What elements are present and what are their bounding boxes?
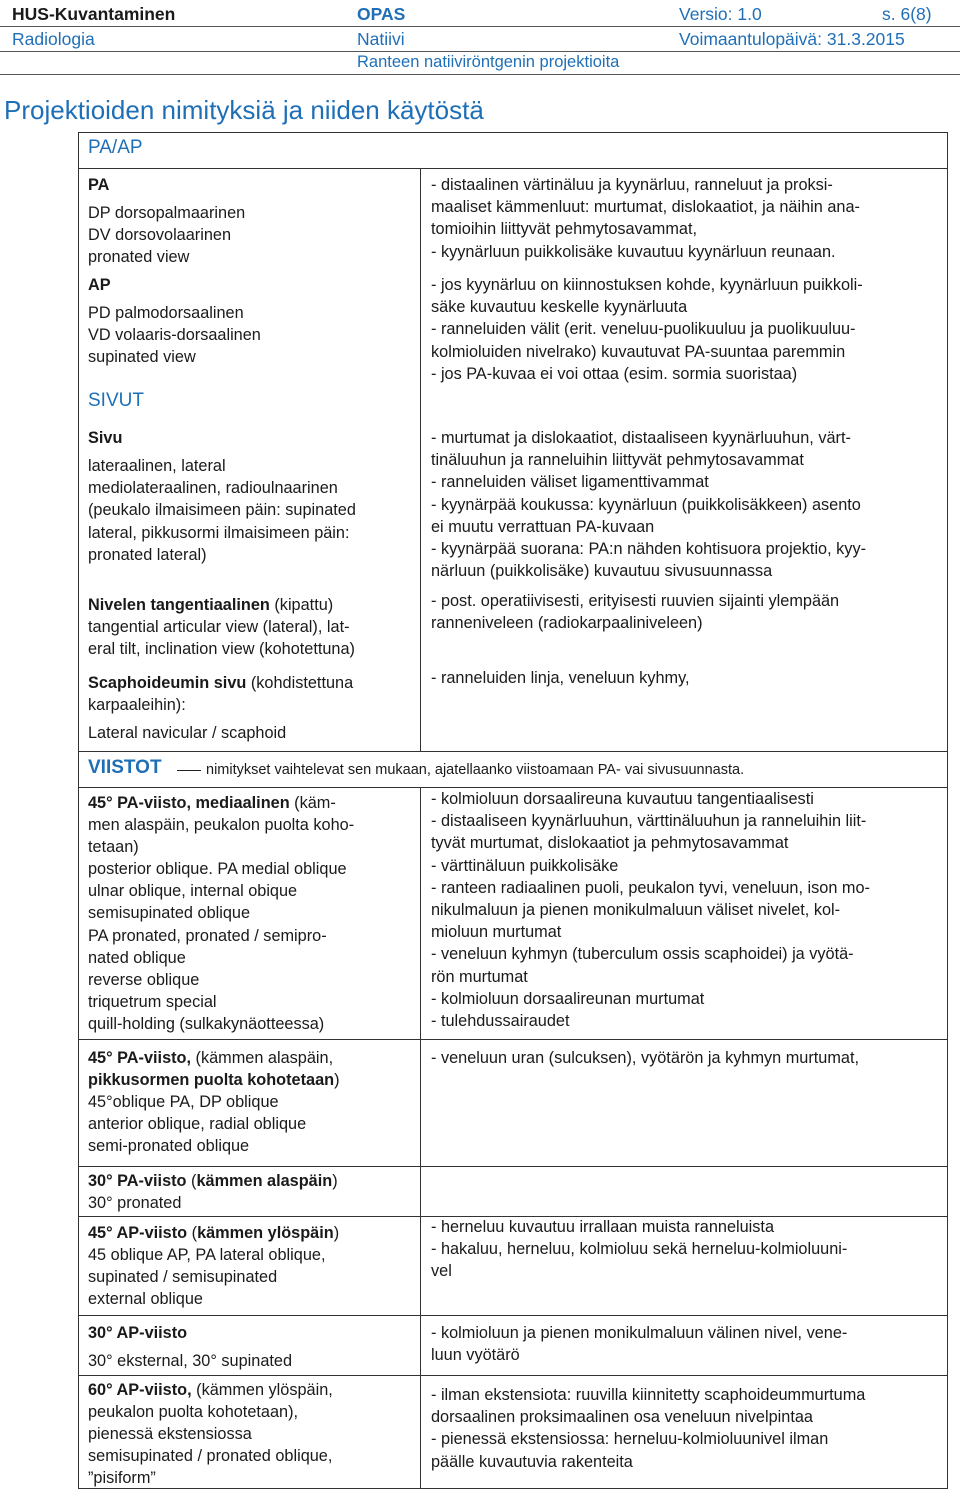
row-divider (78, 1315, 948, 1316)
row-title-2: pikkusormen puolta kohotetaan (88, 1071, 335, 1089)
row-heading (88, 1047, 333, 1069)
row-heading (88, 594, 333, 616)
row-left-text: PD palmodorsaalinen VD volaaris-dorsaalinen supinated view (88, 304, 261, 367)
row-heading (88, 1222, 339, 1244)
doc-type: OPAS (357, 4, 406, 24)
row-heading (88, 672, 353, 716)
row-title: Scaphoideumin sivu (88, 674, 247, 692)
row-right-text: - kolmioluun ja pienen monikulmaluun välinen nivel, vene- luun vyötärö (431, 1324, 848, 1365)
row-right-text: - kolmioluun dorsaalireuna kuvautuu tangentiaalisesti - distaaliseen kyynärluuhun, värttinäluuhun ja ranneluihin liit- tyvät murtumat, dislokaatiot ja pehmytosavammat - värttinäluun puikkolisäke - ranteen radiaalinen puoli, peukalon tyvi, veneluun, ison mo- nikulmaluun ja pienen monikulmaluun väliset nivelet, kol- mioluun murtumat - veneluun kyhmyn (tuberculum ossis scaphoidei) ja vyötä- rön murtumat - kolmioluun dorsaalireunan murtumat - tulehdussairaudet (431, 790, 870, 1031)
row-title-rest: (kämmen ylöspäin, peukalon puolta kohotetaan), pienessä ekstensiossa (88, 1381, 333, 1444)
row-left-text: semisupinated / pronated oblique, ”pisiform” (88, 1447, 333, 1488)
row-right-text: - post. operatiivisesti, erityisesti ruuvien sijainti ylempään ranneniveleen (radiokarpaaliniveleen) (431, 592, 840, 633)
row-heading (88, 1379, 333, 1446)
row-title-rest: ( (187, 1224, 198, 1242)
version: Versio: 1.0 (679, 4, 762, 24)
row-heading (88, 1170, 338, 1192)
row-title-rest: ( (186, 1172, 197, 1190)
row-title-rest-2: ) (333, 1224, 340, 1242)
row-right-text: - ranneluiden linja, veneluun kyhmy, (431, 669, 690, 687)
row-title: 45° PA-viisto, (88, 1049, 192, 1067)
section-heading-sivut: SIVUT (88, 390, 144, 411)
page-title: Projektioiden nimityksiä ja niiden käytöstä (4, 95, 484, 125)
column-divider-top (420, 168, 421, 751)
row-left-text: 45°oblique PA, DP oblique anterior oblique, radial oblique semi-pronated oblique (88, 1093, 307, 1156)
row-title: 45° AP-viisto (88, 1224, 188, 1242)
row-title: Nivelen tangentiaalinen (88, 596, 270, 614)
row-title-rest: (kohdistettuna karpaaleihin): (88, 674, 354, 715)
row-title-rest: (kipattu) (269, 596, 334, 614)
row-title-2-rest: ) (334, 1071, 340, 1089)
row-title-rest-2: ) (332, 1172, 338, 1190)
row-title: 30° AP-viisto (88, 1324, 188, 1342)
row-divider (78, 1375, 948, 1376)
header-row-1 (0, 2, 960, 26)
row-left-text: lateraalinen, lateral mediolateraalinen, radioulnaarinen (peukalo ilmaisimeen päin: supinated lateral, pikkusormi ilmaisimeen päin: pronated lateral) (88, 457, 356, 564)
row-left-text: 45 oblique AP, PA lateral oblique, supinated / semisupinated external oblique (88, 1246, 326, 1309)
page-number: s. 6(8) (882, 4, 932, 24)
section-heading-paap: PA/AP (88, 137, 143, 158)
effective-date: Voimaantulopäivä: 31.3.2015 (679, 29, 905, 49)
table-divider (78, 168, 948, 169)
row-left-text: Lateral navicular / scaphoid (88, 724, 287, 742)
row-right-text: - veneluun uran (sulcuksen), vyötärön ja kyhmyn murtumat, (431, 1049, 860, 1067)
row-right-text: - murtumat ja dislokaatiot, distaaliseen kyynärluuhun, värt- tinäluuhun ja ranneluihin liittyvät pehmytosavammat - ranneluiden väliset ligamenttivammat - kyynärpää koukussa: kyynärluun (puikkolisäkkeen) asento ei muutu verrattuan PA-kuvaan - kyynärpää suorana: PA:n nähden kohtisuora projektio, kyy- närluun (puikkolisäke) kuvautuu sivusuunnassa (431, 429, 867, 581)
row-heading-2 (88, 1069, 340, 1091)
row-heading (88, 792, 354, 859)
row-title: 30° PA-viisto (88, 1172, 187, 1190)
org-name: HUS-Kuvantaminen (12, 4, 176, 24)
header-divider-3 (0, 74, 960, 75)
row-title-rest: (kämmen alaspäin, (191, 1049, 334, 1067)
row-title: 60° AP-viisto, (88, 1381, 192, 1399)
category: Natiivi (357, 29, 405, 49)
row-title-bold-2: kämmen alaspäin (196, 1172, 333, 1190)
row-title: Sivu (88, 429, 123, 447)
em-dash (177, 770, 201, 771)
row-title-bold-2: kämmen ylöspäin (197, 1224, 334, 1242)
header-row-2 (0, 27, 960, 51)
row-divider (78, 1166, 948, 1167)
department: Radiologia (12, 29, 95, 49)
row-left-text: tangential articular view (lateral), lat- eral tilt, inclination view (kohotettuna) (88, 618, 355, 659)
row-title: PA (88, 176, 110, 194)
row-left-text: 30° eksternal, 30° supinated (88, 1352, 293, 1370)
row-left-text: 30° pronated (88, 1194, 182, 1212)
row-left-text: DP dorsopalmaarinen DV dorsovolaarinen pronated view (88, 204, 246, 267)
table-divider (78, 751, 948, 752)
header-row-3 (0, 50, 960, 74)
row-title-rest: (käm- men alaspäin, peukalon puolta koho- tetaan) (88, 794, 355, 857)
row-right-text: - jos kyynärluu on kiinnostuksen kohde, kyynärluun puikkoli- säke kuvautuu keskelle kyynärluuta - ranneluiden välit (erit. veneluu-puolikuuluu ja puolikuuluu- kolmioluiden nivelrako) kuvautuvat PA-suuntaa paremmin - jos PA-kuvaa ei voi ottaa (esim. sormia suoristaa) (431, 276, 863, 383)
row-title: AP (88, 276, 111, 294)
row-left-text: posterior oblique. PA medial oblique ulnar oblique, internal obique semisupinated oblique PA pronated, pronated / semipro- nated oblique reverse oblique triquetrum special quill-holding (sulkakynäotteessa) (88, 860, 347, 1034)
row-divider (78, 1039, 948, 1040)
row-right-text: - ilman ekstensiota: ruuvilla kiinnitetty scaphoideummurtuma dorsaalinen proksimaalinen osa veneluun nivelpintaa - pienessä ekstensiossa: herneluu-kolmioluunivel ilman päälle kuvautuvia rakenteita (431, 1386, 866, 1471)
column-divider-bottom (420, 787, 421, 1489)
doc-subtitle: Ranteen natiiviröntgenin projektioita (357, 53, 620, 71)
row-right-text: - distaalinen värtinäluu ja kyynärluu, ranneluut ja proksi- maaliset kämmenluut: murtumat, dislokaatiot, ja näihin ana- tomioihin liittyvät pehmytosavammat, - kyynärluun puikkolisäke kuvautuu kyynärluun reunaan. (431, 176, 860, 261)
row-right-text: - herneluu kuvautuu irrallaan muista ranneluista - hakaluu, herneluu, kolmioluu sekä herneluu-kolmioluuni- vel (431, 1218, 848, 1281)
row-title: 45° PA-viisto, mediaalinen (88, 794, 290, 812)
section-heading-viistot: VIISTOT (88, 757, 162, 778)
viistot-note: nimitykset vaihtelevat sen mukaan, ajatellaanko viistoamaan PA- vai sivusuunnasta. (206, 762, 745, 778)
